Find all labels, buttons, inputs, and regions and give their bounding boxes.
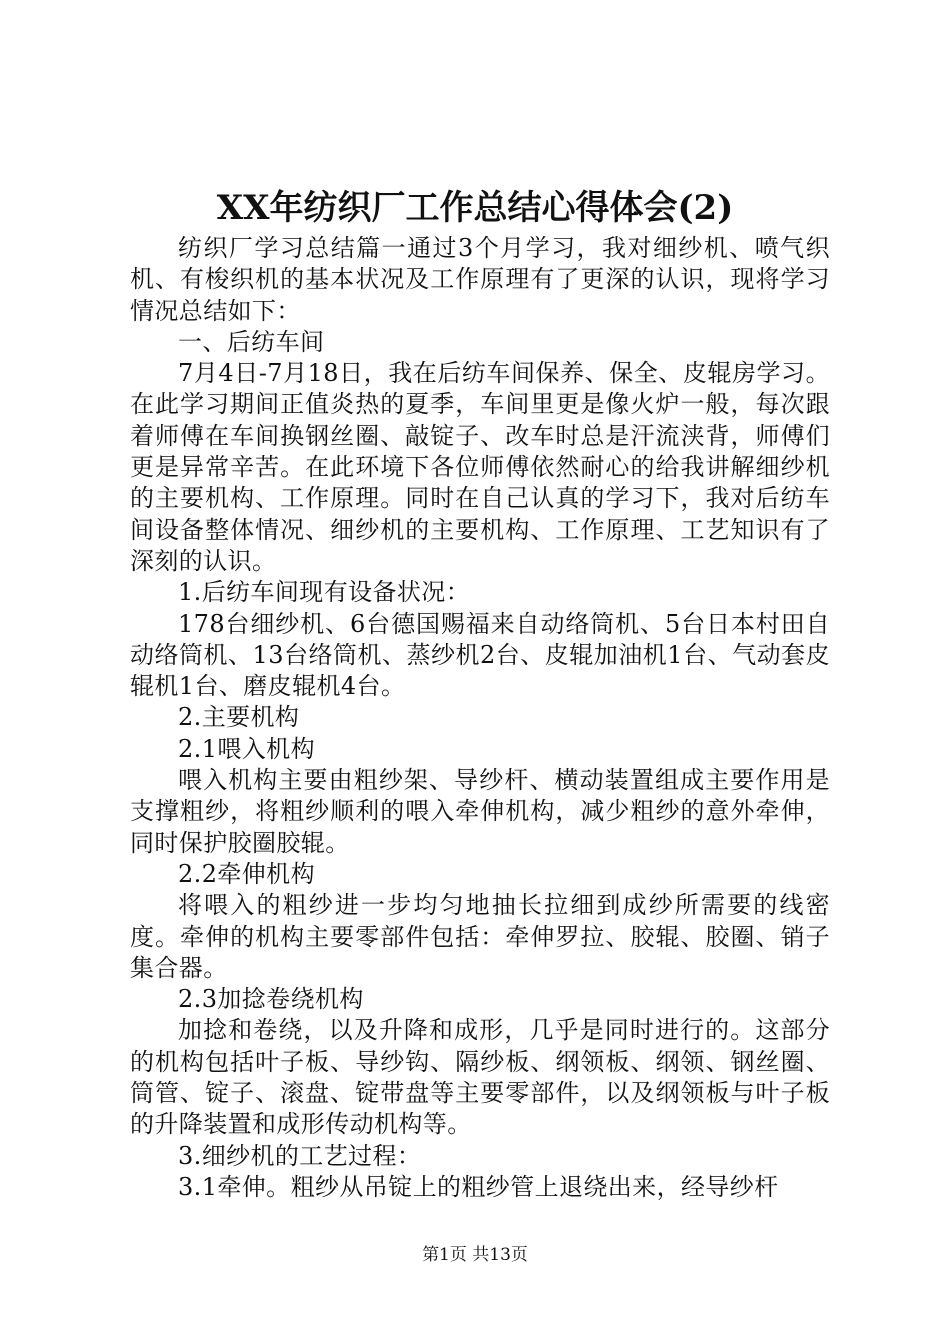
heading-equipment-status: 1.后纺车间现有设备状况： — [178, 578, 471, 607]
page-footer: 第1页 共13页 — [422, 1245, 528, 1265]
document-title: XX年纺织厂工作总结心得体会(2) — [216, 188, 734, 228]
paragraph-workshop: 7月4日-7月18日，我在后纺车间保养、保全、皮辊房学习。在此学习期间正值炎热的夏季，车间里更是像火炉一般，每次跟着师傅在车间换钢丝圈、敲锭子、改车时总是汗流浃背，师傅们更是异常辛苦。在此环境下各位师傅依然耐心的给我讲解细纱机的主要机构、工作原理。同时在自己认真的学习下，我对后纺车间设备整体情况、细纱机的主要机构、工作原理、工艺知识有了深刻的认识。 — [130, 359, 830, 575]
paragraph-intro: 纺织厂学习总结篇一通过3个月学习，我对细纱机、喷气织机、有梭织机的基本状况及工作原理有了更深的认识，现将学习情况总结如下： — [130, 234, 830, 325]
heading-main-mechanism: 2.主要机构 — [178, 703, 300, 732]
paragraph-equipment-list: 178台细纱机、6台德国赐福来自动络筒机、5台日本村田自动络筒机、13台络筒机、蒸纱机2台、皮辊加油机1台、气动套皮辊机1台、磨皮辊机4台。 — [130, 609, 830, 701]
document-body — [130, 233, 830, 1203]
heading-section-1: 一、后纺车间 — [178, 327, 325, 356]
paragraph-drafting-mechanism: 将喂入的粗纱进一步均匀地抽长拉细到成纱所需要的线密度。牵伸的机构主要零部件包括：牵伸罗拉、胶辊、胶圈、销子集合器。 — [130, 891, 830, 982]
paragraph-feeding-mechanism: 喂入机构主要由粗纱架、导纱杆、横动装置组成主要作用是支撑粗纱，将粗纱顺利的喂入牵伸机构，减少粗纱的意外牵伸，同时保护胶圈胶辊。 — [130, 766, 830, 857]
paragraph-drafting-step: 3.1牵伸。粗纱从吊锭上的粗纱管上退绕出来，经导纱杆 — [178, 1172, 779, 1201]
heading-drafting-mechanism: 2.2牵伸机构 — [178, 859, 315, 888]
heading-feeding-mechanism: 2.1喂入机构 — [178, 734, 315, 763]
heading-twisting-winding: 2.3加捻卷绕机构 — [178, 985, 364, 1014]
paragraph-twisting-winding: 加捻和卷绕，以及升降和成形，几乎是同时进行的。这部分的机构包括叶子板、导纱钩、隔纱板、纲领板、纲领、钢丝圈、筒管、锭子、滚盘、锭带盘等主要零部件，以及纲领板与叶子板的升降装置和成形传动机构等。 — [130, 1016, 830, 1139]
heading-process: 3.细纱机的工艺过程： — [178, 1141, 422, 1170]
